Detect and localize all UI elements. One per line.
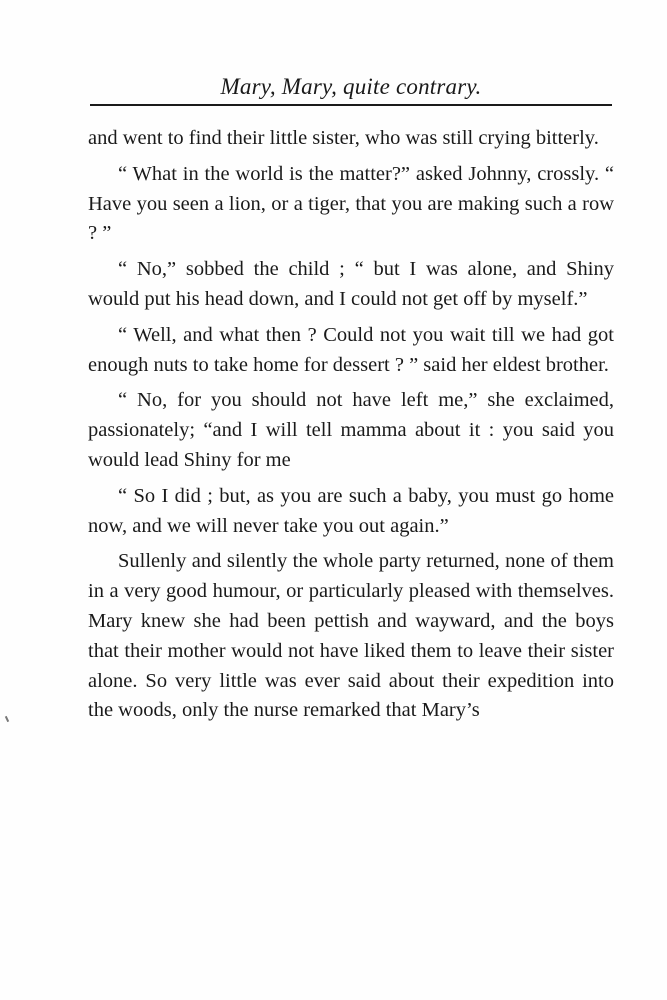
paragraph: “ Well, and what then ? Could not you wait till we had got enough nuts to take home for dessert ? ” said her eldest brother. bbox=[88, 323, 614, 376]
header-rule bbox=[90, 104, 612, 106]
paragraph: and went to find their little sister, who was still crying bitterly. bbox=[88, 127, 599, 149]
paragraph: “ What in the world is the matter?” asked Johnny, crossly. “ Have you seen a lion, or a tiger, that you are making such a row ? ” bbox=[88, 162, 614, 245]
running-title: Mary, Mary, quite contrary. bbox=[220, 74, 482, 99]
scan-speck bbox=[5, 716, 9, 722]
paragraph: Sullenly and silently the whole party returned, none of them in a very good humour, or particularly pleased with themselves. Mary knew she had been pettish and wayward, and the boys that their mother would not have liked them to leave their sister alone. So very little was ever said about their expedition into the woods, only the nurse remarked that Mary’s bbox=[88, 550, 614, 722]
paragraph: “ So I did ; but, as you are such a baby, you must go home now, and we will never take you out again.” bbox=[88, 484, 614, 537]
paragraph: “ No,” sobbed the child ; “ but I was alone, and Shiny would put his head down, and I could not get off by myself.” bbox=[88, 258, 614, 310]
paragraph: “ No, for you should not have left me,” she exclaimed, passionately; “and I will tell mamma about it : you said you would lead Shiny for me bbox=[88, 389, 614, 471]
body-text bbox=[88, 124, 614, 726]
